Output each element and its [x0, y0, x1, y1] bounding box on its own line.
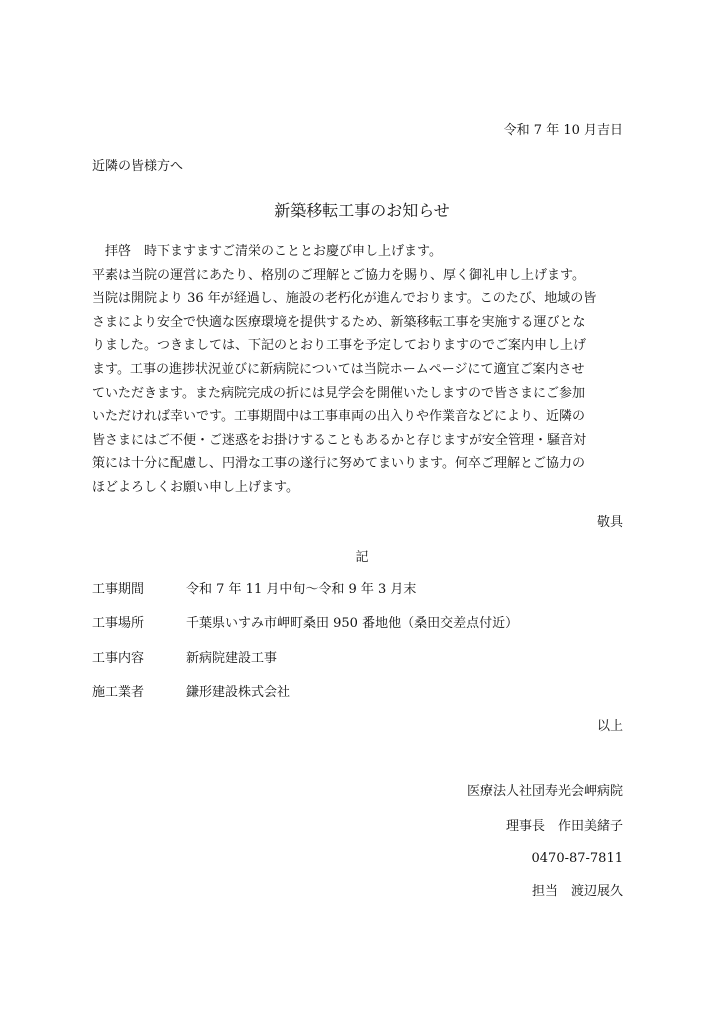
body-line: さまにより安全で快適な医療環境を提供するため、新築移転工事を実施する運びとな	[92, 314, 586, 330]
signature-chairman: 理事長 作田美緒子	[505, 819, 623, 834]
body-line: 皆さまにはご不便・ご迷惑をお掛けすることもあるかと存じますが安全管理・騒音対	[92, 432, 587, 448]
detail-value: 新病院建設工事	[186, 651, 278, 666]
body-line: いただければ幸いです。工事期間中は工事車両の出入りや作業音などにより、近隣の	[92, 409, 585, 425]
signature-phone: 0470-87-7811	[531, 851, 623, 866]
body-line: 策には十分に配慮し、円滑な工事の遂行に努めてまいります。何卒ご理解とご協力の	[92, 456, 585, 472]
detail-row-period	[92, 582, 416, 598]
detail-value: 鎌形建設株式会社	[186, 685, 291, 700]
body-line: ていただきます。また病院完成の折には見学会を開催いたしますので皆さまにご参加	[92, 385, 585, 401]
body-line: 平素は当院の運営にあたり、格別のご理解とご協力を賜り、厚く御礼申し上げます。	[92, 267, 585, 283]
letter-body	[92, 240, 632, 500]
letter-title: 新築移転工事のお知らせ	[274, 201, 450, 220]
signature-contact: 担当 渡辺展久	[531, 884, 623, 899]
detail-row-content	[92, 651, 277, 667]
signature-organization: 医療法人社団寿光会岬病院	[466, 784, 623, 799]
addressee: 近隣の皆様方へ	[92, 159, 184, 174]
body-line: ます。工事の進捗状況並びに新病院については当院ホームページにて適宜ご案内させ	[92, 361, 585, 377]
closing-keigu: 敬具	[596, 515, 623, 530]
body-line: りました。つきましては、下記のとおり工事を予定しておりますのでご案内申し上げ	[92, 338, 587, 354]
detail-value: 千葉県いすみ市岬町桑田 950 番地他（桑田交差点付近）	[186, 616, 519, 631]
detail-label: 工事場所	[92, 616, 145, 631]
letter-date: 令和 7 年 10 月吉日	[503, 123, 623, 138]
body-line: ほどよろしくお願い申し上げます。	[92, 479, 299, 495]
detail-value: 令和 7 年 11 月中旬～令和 9 年 3 月末	[186, 582, 417, 597]
detail-label: 工事期間	[92, 582, 145, 597]
detail-label: 施工業者	[92, 685, 145, 700]
detail-label: 工事内容	[92, 651, 145, 666]
ki-heading: 記	[355, 550, 369, 565]
end-mark: 以上	[596, 719, 623, 734]
body-line: 拝啓 時下ますますご清栄のこととお慶び申し上げます。	[92, 244, 442, 259]
body-line: 当院は開院より 36 年が経過し、施設の老朽化が進んでおります。このたび、地域の皆	[92, 291, 597, 307]
detail-row-contractor	[92, 685, 290, 701]
detail-row-location	[92, 616, 518, 632]
